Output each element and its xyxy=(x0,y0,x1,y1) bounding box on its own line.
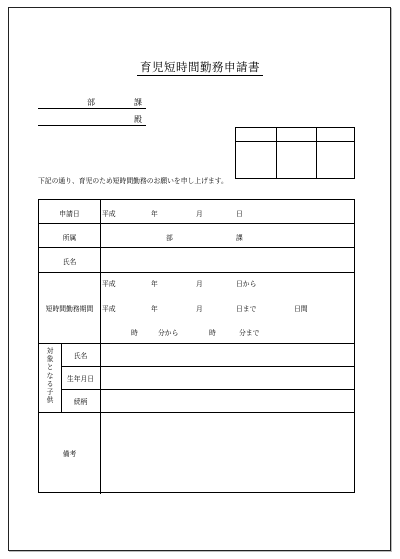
application-form-table xyxy=(38,199,355,493)
period2-month: 月 xyxy=(196,305,203,313)
period-days: 日間 xyxy=(294,305,308,313)
period2-day: 日まで xyxy=(236,305,257,313)
label-name: 氏名 xyxy=(62,258,77,266)
label-period: 短時間勤務期間 xyxy=(45,305,94,313)
period-minute-end: 分まで xyxy=(239,329,260,337)
approval-stamp-box xyxy=(235,127,355,179)
addressee-honorific: 殿 xyxy=(134,115,142,124)
affiliation-dept: 部 xyxy=(166,234,173,242)
period1-era: 平成 xyxy=(102,280,116,288)
label-remarks: 備考 xyxy=(62,450,77,458)
period1-year: 年 xyxy=(151,280,158,288)
label-child-relation: 続柄 xyxy=(73,398,88,406)
label-affiliation: 所属 xyxy=(62,234,77,242)
period-hour-end: 時 xyxy=(209,329,216,337)
period1-month: 月 xyxy=(196,280,203,288)
label-application-date: 申請日 xyxy=(59,210,80,218)
affiliation-section: 課 xyxy=(236,234,243,242)
period1-day: 日から xyxy=(236,280,257,288)
label-target-child: 対象となる子供 xyxy=(46,347,54,405)
label-child-name: 氏名 xyxy=(73,352,88,360)
addressee-section: 課 xyxy=(134,98,142,107)
period2-year: 年 xyxy=(151,305,158,313)
label-child-birthday: 生年月日 xyxy=(66,375,95,383)
intro-text: 下記の通り、育児のため短時間勤務のお願いを申し上げます。 xyxy=(38,177,228,185)
app-date-month: 月 xyxy=(196,210,203,218)
period2-era: 平成 xyxy=(102,305,116,313)
app-date-day: 日 xyxy=(236,210,243,218)
app-date-year: 年 xyxy=(151,210,158,218)
app-date-era: 平成 xyxy=(102,210,116,218)
page-title-text: 育児短時間勤務申請書 xyxy=(137,60,263,76)
period-minute-start: 分から xyxy=(158,329,179,337)
addressee-dept: 部 xyxy=(87,98,95,107)
period-hour-start: 時 xyxy=(131,329,138,337)
addressee-name-line xyxy=(38,113,146,126)
page-title xyxy=(0,59,400,75)
